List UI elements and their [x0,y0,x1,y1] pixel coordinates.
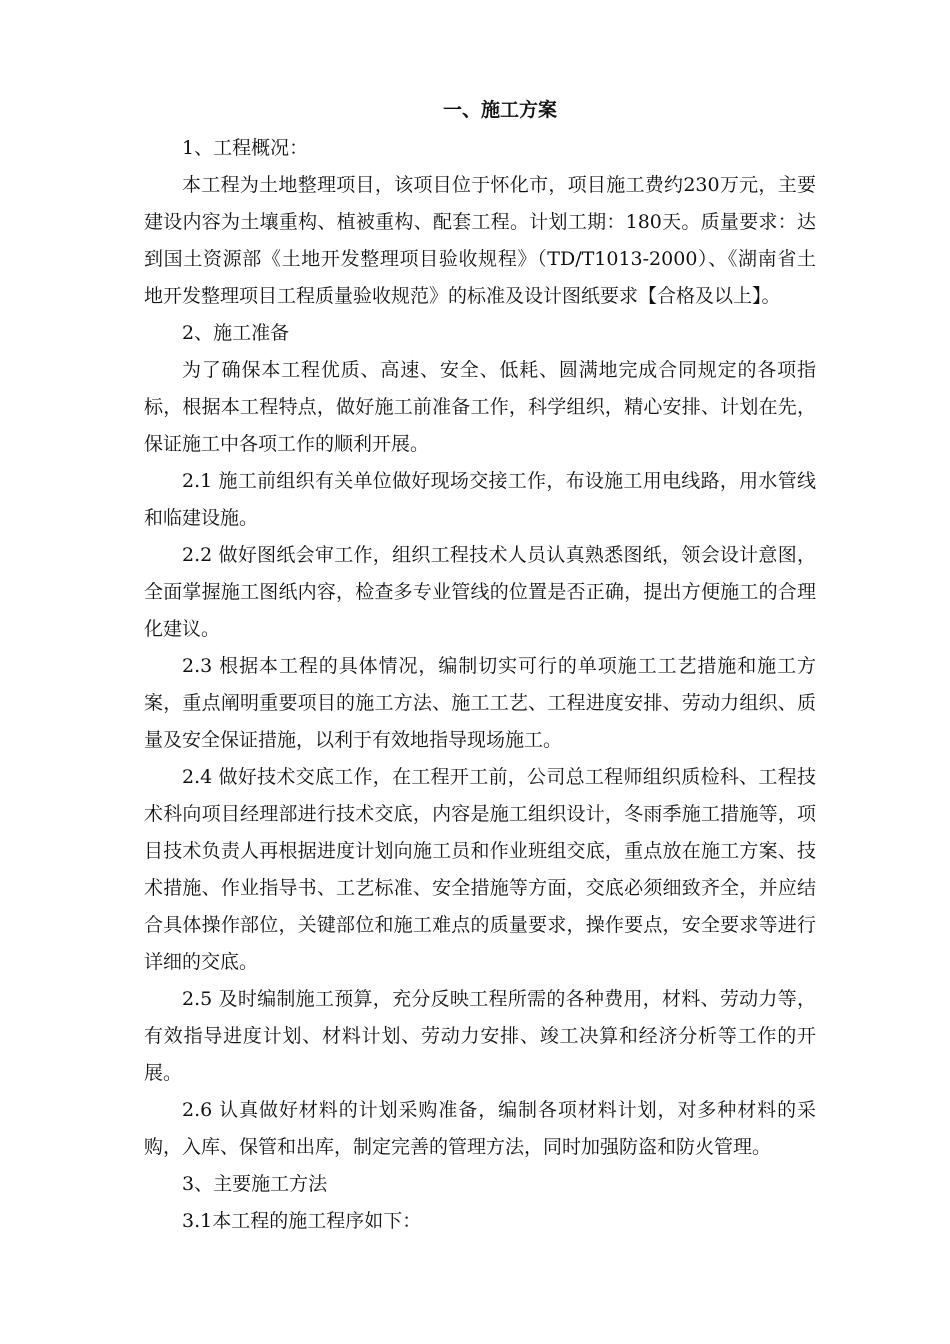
paragraph-2-1: 2.1 施工前组织有关单位做好现场交接工作，布设施工用电线路，用水管线和临建设施。 [144,470,816,529]
paragraph-2-2: 2.2 做好图纸会审工作，组织工程技术人员认真熟悉图纸，领会设计意图，全面掌握施工图纸内容，检查多专业管线的位置是否正确，提出方便施工的合理化建议。 [144,544,816,640]
document-body [144,92,816,1240]
paragraph-2-6: 2.6 认真做好材料的计划采购准备，编制各项材料计划，对多种材料的采购，入库、保管和出库，制定完善的管理方法，同时加强防盗和防火管理。 [144,1099,816,1158]
section-heading-preparation: 2、施工准备 [182,322,290,344]
paragraph-preparation-intro: 为了确保本工程优质、高速、安全、低耗、圆满地完成合同规定的各项指标，根据本工程特点，做好施工前准备工作，科学组织，精心安排、计划在先，保证施工中各项工作的顺利开展。 [144,359,816,455]
paragraph-2-3: 2.3 根据本工程的具体情况，编制切实可行的单项施工工艺措施和施工方案，重点阐明重要项目的施工方法、施工工艺、工程进度安排、劳动力组织、质量及安全保证措施，以利于有效地指导现场施工。 [144,655,816,751]
paragraph-2-4: 2.4 做好技术交底工作，在工程开工前，公司总工程师组织质检科、工程技术科向项目经理部进行技术交底，内容是施工组织设计，冬雨季施工措施等，项目技术负责人再根据进度计划向施工员和作业班组交底，重点放在施工方案、技术措施、作业指导书、工艺标准、安全措施等方面，交底必须细致齐全，并应结合具体操作部位，关键部位和施工难点的质量要求，操作要点，安全要求等进行详细的交底。 [144,766,816,973]
subheading-3-1: 3.1本工程的施工程序如下： [182,1210,422,1232]
document-title: 一、施工方案 [442,99,557,121]
section-heading-methods: 3、主要施工方法 [182,1173,328,1195]
paragraph-overview: 本工程为土地整理项目，该项目位于怀化市，项目施工费约230万元，主要建设内容为土壤重构、植被重构、配套工程。计划工期：180天。质量要求：达到国土资源部《土地开发整理项目验收规程》（TD/T1013-2000）、《湖南省土地开发整理项目工程质量验收规范》的标准及设计图纸要求【合格及以上】。 [144,174,816,307]
paragraph-2-5: 2.5 及时编制施工预算，充分反映工程所需的各种费用，材料、劳动力等，有效指导进度计划、材料计划、劳动力安排、竣工决算和经济分析等工作的开展。 [144,988,816,1084]
section-heading-overview: 1、工程概况： [182,137,309,159]
